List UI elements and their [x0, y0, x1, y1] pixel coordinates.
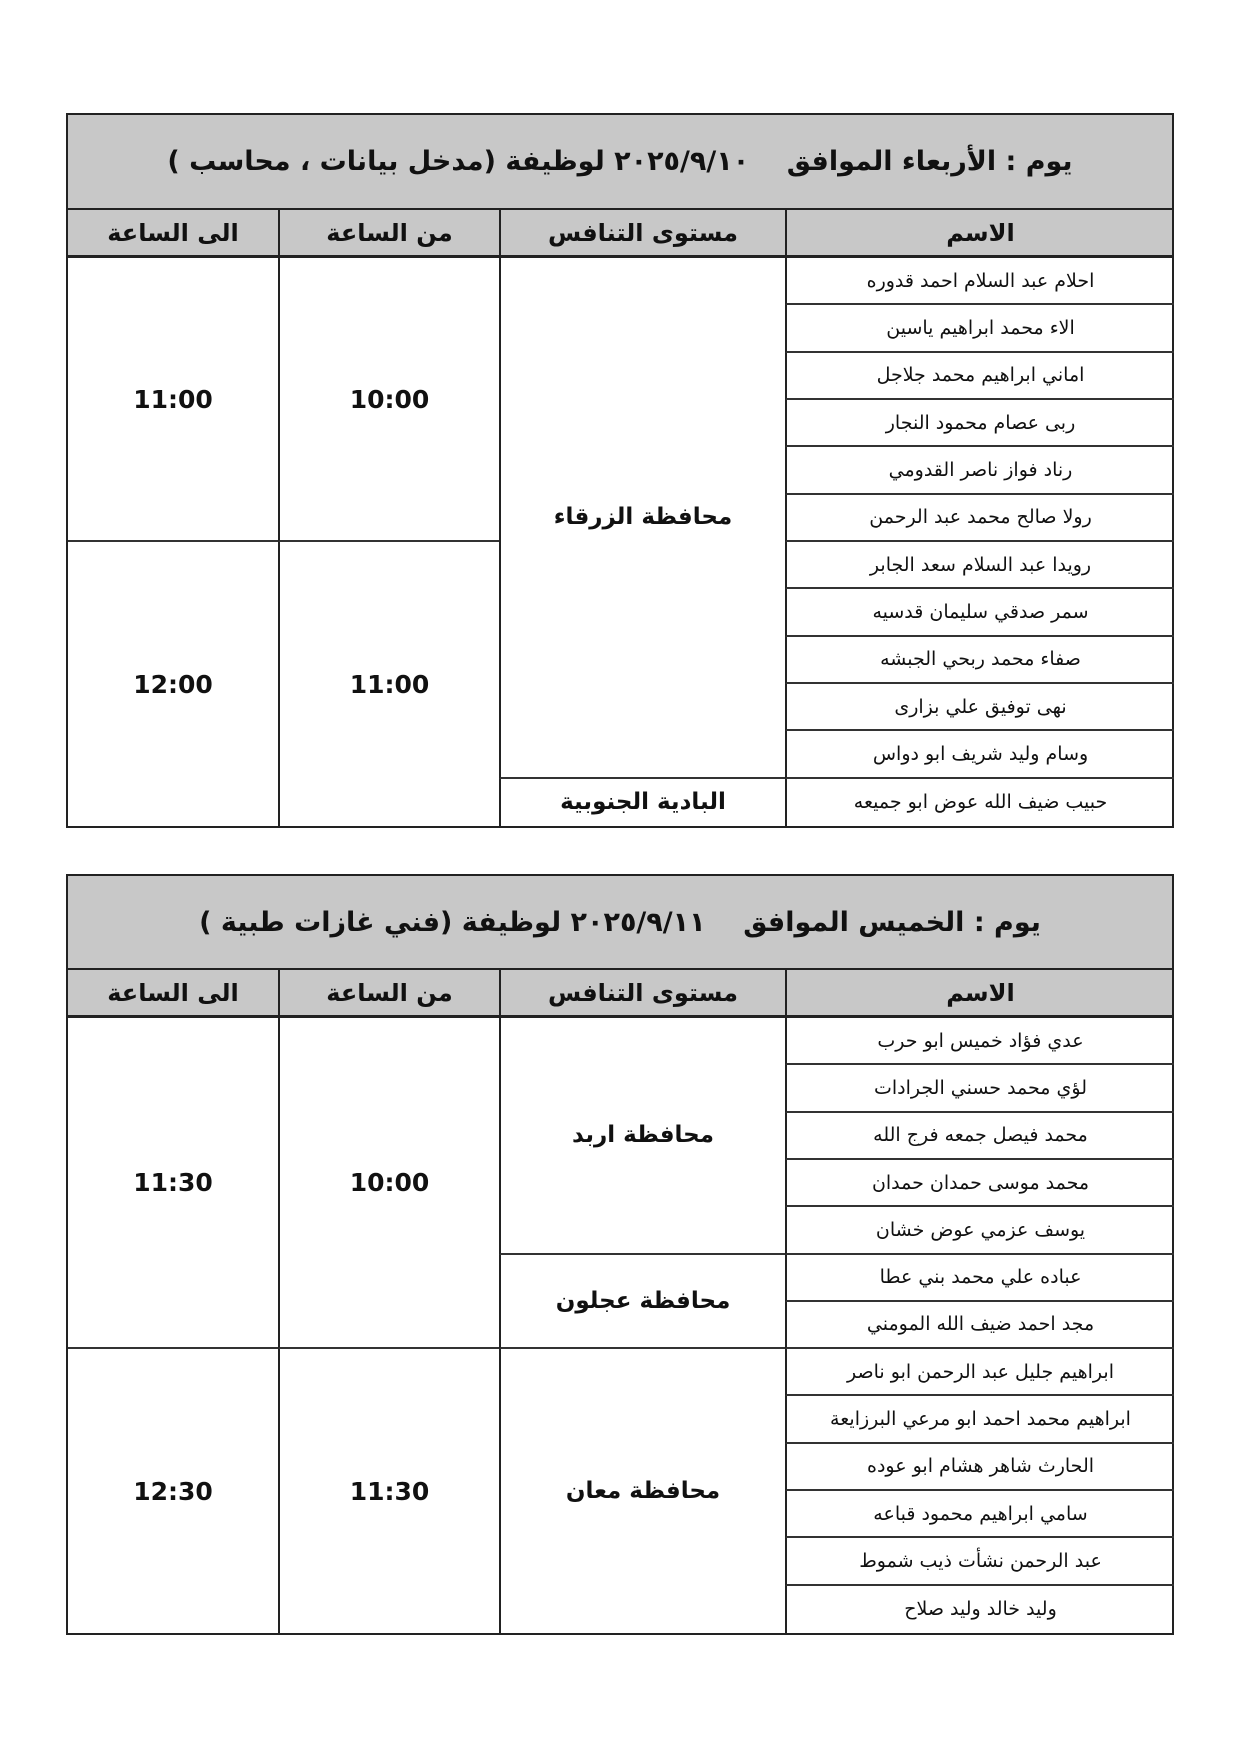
column-header-to: الى الساعة — [107, 218, 239, 247]
candidate-name: رولا صالح محمد عبد الرحمن — [785, 495, 1174, 542]
schedule-title-band — [68, 115, 1172, 210]
competition-level: محافظة اربد — [499, 1018, 785, 1255]
candidate-name: يوسف عزمي عوض خشان — [785, 1207, 1174, 1254]
time-to: 11:00 — [68, 258, 278, 542]
candidate-name: عباده علي محمد بني عطا — [785, 1255, 1174, 1302]
candidate-name: سمر صدقي سليمان قدسيه — [785, 589, 1174, 636]
column-header-to: الى الساعة — [107, 978, 239, 1007]
candidate-name: احلام عبد السلام احمد قدوره — [785, 258, 1174, 305]
column-header-from: من الساعة — [278, 970, 499, 1015]
column-header-level: مستوى التنافس — [499, 210, 785, 255]
competition-level: محافظة عجلون — [499, 1255, 785, 1350]
column-header-level: مستوى التنافس — [499, 970, 785, 1015]
candidate-name: ابراهيم جليل عبد الرحمن ابو ناصر — [785, 1349, 1174, 1396]
schedule-title-band — [68, 876, 1172, 970]
candidate-name: الحارث شاهر هشام ابو عوده — [785, 1444, 1174, 1491]
time-from: 11:00 — [278, 542, 499, 826]
candidate-name: سامي ابراهيم محمود قباعه — [785, 1491, 1174, 1538]
candidate-name: حبيب ضيف الله عوض ابو جميعه — [785, 779, 1174, 826]
column-header-row — [68, 970, 1172, 1018]
schedule-body — [68, 1018, 1172, 1633]
schedule-table-thursday — [66, 874, 1174, 1635]
candidate-name: رويدا عبد السلام سعد الجابر — [785, 542, 1174, 589]
schedule-table-wednesday — [66, 113, 1174, 828]
candidate-name: صفاء محمد ربحي الجبشه — [785, 637, 1174, 684]
candidate-name: محمد فيصل جمعه فرج الله — [785, 1113, 1174, 1160]
candidate-name: عبد الرحمن نشأت ذيب شموط — [785, 1538, 1174, 1585]
candidate-name: نهى توفيق علي بزارى — [785, 684, 1174, 731]
schedule-body — [68, 258, 1172, 826]
time-from: 11:30 — [278, 1349, 499, 1633]
candidate-name: رناد فواز ناصر القدومي — [785, 447, 1174, 494]
candidate-name: مجد احمد ضيف الله المومني — [785, 1302, 1174, 1349]
candidate-name: ابراهيم محمد احمد ابو مرعي البرزايعة — [785, 1396, 1174, 1443]
schedule-title: يوم : الأربعاء الموافق ٢٠٢٥/٩/١٠ لوظيفة (مدخل بيانات ، محاسب ) — [167, 146, 1073, 177]
column-header-row — [68, 210, 1172, 258]
candidate-name: اماني ابراهيم محمد جلاجل — [785, 353, 1174, 400]
time-to: 12:00 — [133, 669, 213, 699]
candidate-name: وسام وليد شريف ابو دواس — [785, 731, 1174, 778]
competition-level: محافظة معان — [499, 1349, 785, 1633]
column-header-from: من الساعة — [278, 210, 499, 255]
schedule-title: يوم : الخميس الموافق ٢٠٢٥/٩/١١ لوظيفة (فني غازات طبية ) — [199, 906, 1041, 938]
time-from: 10:00 — [278, 258, 499, 542]
candidate-name: الاء محمد ابراهيم ياسين — [785, 305, 1174, 352]
column-header-name: الاسم — [785, 970, 1174, 1015]
candidate-name: وليد خالد وليد صلاح — [785, 1586, 1174, 1633]
candidate-name: عدي فؤاد خميس ابو حرب — [785, 1018, 1174, 1065]
competition-level: محافظة الزرقاء — [499, 258, 785, 779]
column-header-name: الاسم — [785, 210, 1174, 255]
candidate-name: ربى عصام محمود النجار — [785, 400, 1174, 447]
time-from: 10:00 — [278, 1018, 499, 1349]
candidate-name: لؤي محمد حسني الجرادات — [785, 1065, 1174, 1112]
competition-level: البادية الجنوبية — [499, 779, 785, 826]
candidate-name: محمد موسى حمدان حمدان — [785, 1160, 1174, 1207]
time-to: 12:30 — [133, 1476, 213, 1506]
time-to: 11:30 — [68, 1018, 278, 1349]
